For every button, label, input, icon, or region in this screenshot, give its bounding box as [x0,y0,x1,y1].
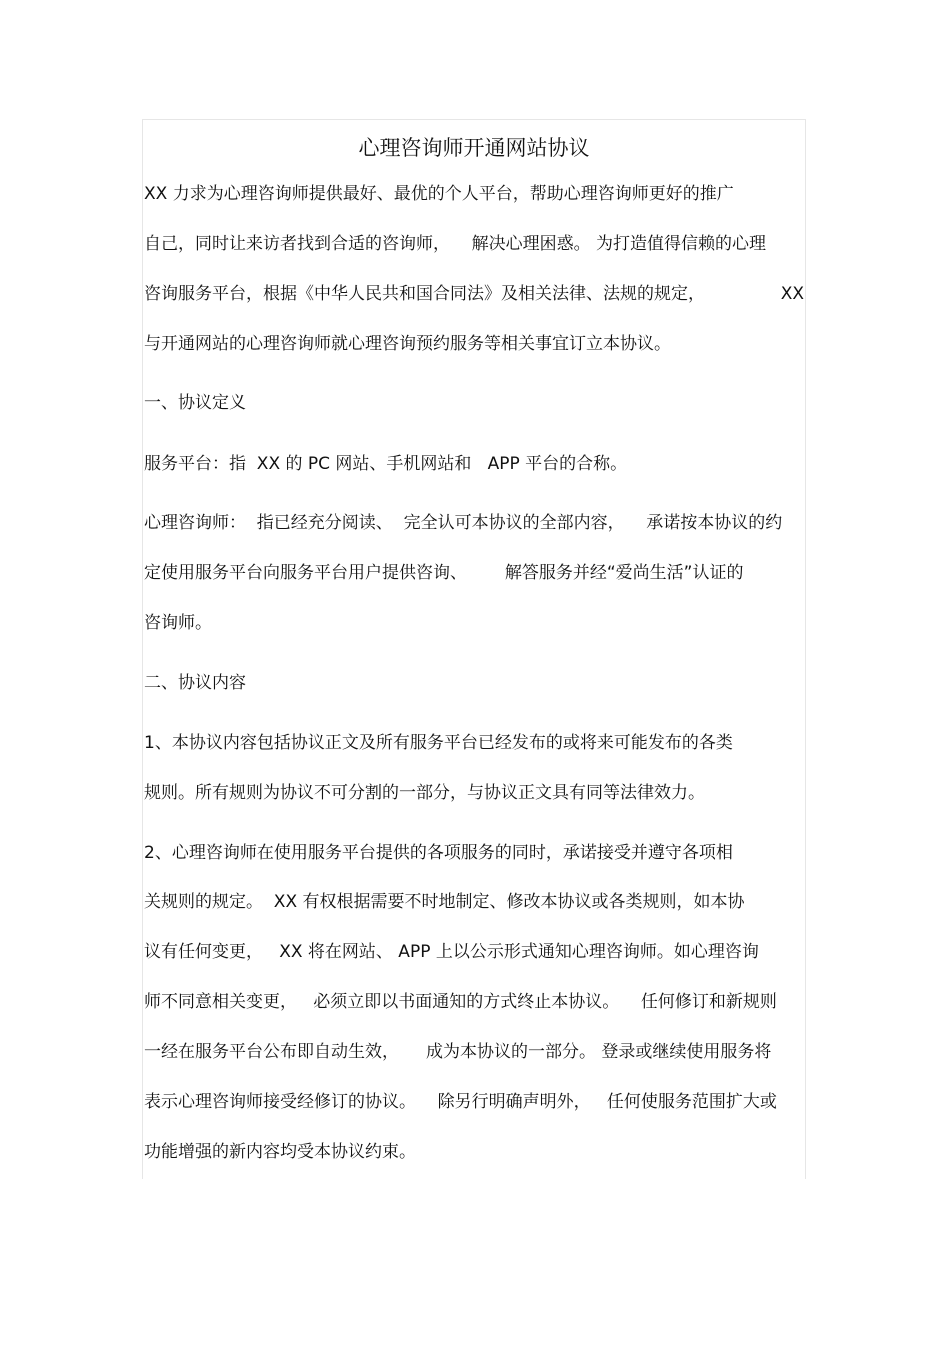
intro-line-1: XX 力求为心理咨询师提供最好、最优的个人平台，帮助心理咨询师更好的推广 [144,184,734,204]
section2-heading: 二、协议内容 [144,673,246,693]
intro-line-3-text: 咨询服务平台，根据《中华人民共和国合同法》及相关法律、法规的规定， [144,284,705,304]
platform-definition: 服务平台：指 XX 的 PC 网站、手机网站和 APP 平台的合称。 [144,454,628,474]
item1-line-1: 1、本协议内容包括协议正文及所有服务平台已经发布的或将来可能发布的各类 [144,733,733,753]
intro-line-4: 与开通网站的心理咨询师就心理咨询预约服务等相关事宜订立本协议。 [144,334,671,354]
item2-line-1: 2、心理咨询师在使用服务平台提供的各项服务的同时，承诺接受并遵守各项相 [144,843,733,863]
item1-line-2: 规则。所有规则为协议不可分割的一部分，与协议正文具有同等法律效力。 [144,783,705,803]
item2-line-6: 表示心理咨询师接受经修订的协议。 除另行明确声明外， 任何使服务范围扩大或 [144,1092,777,1112]
item2-line-2: 关规则的规定。 XX 有权根据需要不时地制定、修改本协议或各类规则，如本协 [144,892,745,912]
counselor-definition-line-3: 咨询师。 [144,613,212,633]
item2-line-7: 功能增强的新内容均受本协议约束。 [144,1142,416,1162]
section1-heading: 一、协议定义 [144,393,246,413]
intro-line-2: 自己，同时让来访者找到合适的咨询师， 解决心理困惑。 为打造值得信赖的心理 [144,234,767,254]
item2-line-5: 一经在服务平台公布即自动生效， 成为本协议的一部分。 登录或继续使用服务将 [144,1042,772,1062]
counselor-definition-line-1: 心理咨询师： 指已经充分阅读、 完全认可本协议的全部内容， 承诺按本协议的约 [144,513,783,533]
item2-line-4: 师不同意相关变更， 必须立即以书面通知的方式终止本协议。 任何修订和新规则 [144,992,777,1012]
document-page [142,119,806,1179]
intro-line-3 [144,282,804,306]
document-title: 心理咨询师开通网站协议 [358,136,590,160]
counselor-definition-line-2: 定使用服务平台向服务平台用户提供咨询、 解答服务并经“爱尚生活”认证的 [144,563,744,583]
intro-line-3-xx: XX [780,284,804,304]
item2-line-3: 议有任何变更， XX 将在网站、 APP 上以公示形式通知心理咨询师。如心理咨询 [144,942,759,962]
